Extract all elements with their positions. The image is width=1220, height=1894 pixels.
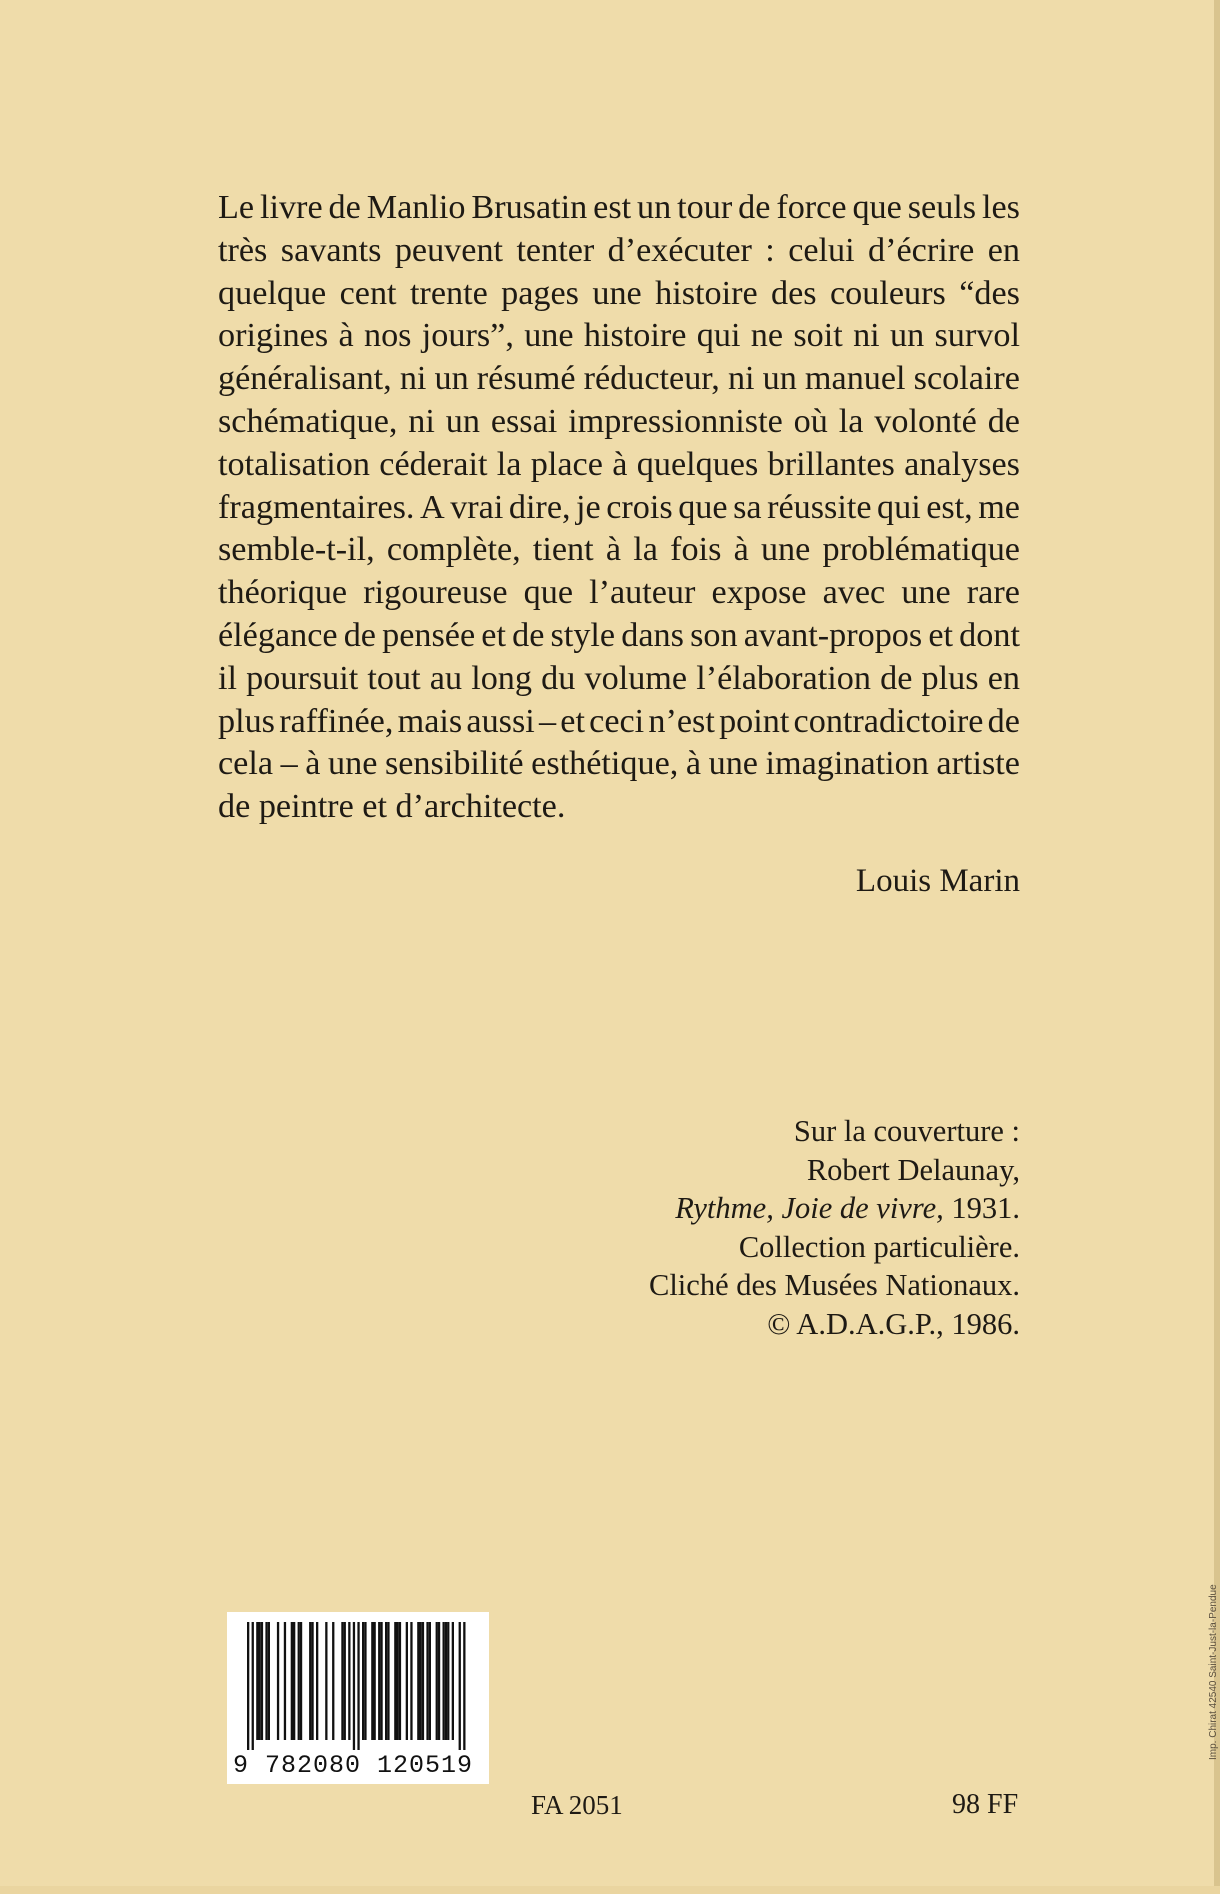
printer-imprint: Imp. Chirat 42540 Saint-Just-la-Pendue — [1208, 1584, 1219, 1760]
barcode-bar — [293, 1622, 295, 1740]
credits-photo: Cliché des Musées Nationaux. — [648, 1268, 1020, 1302]
barcode-bar — [268, 1622, 270, 1740]
blurb-word: schématique, — [218, 402, 398, 440]
barcode-bar — [406, 1622, 408, 1740]
blurb-word: ni — [399, 360, 427, 398]
blurb-word: au — [429, 659, 463, 697]
barcode-bar — [463, 1622, 465, 1750]
barcode-bar — [380, 1622, 382, 1740]
blurb-word: un — [889, 317, 925, 355]
blurb-word: les — [982, 189, 1020, 226]
blurb-word: analyses — [904, 445, 1020, 483]
blurb-word: plus — [218, 702, 275, 740]
blurb-word: sa — [733, 488, 762, 526]
blurb-line — [218, 315, 1020, 358]
blurb-word: – — [280, 745, 298, 783]
blurb-word: la — [633, 531, 658, 569]
blurb-word: trente — [409, 274, 488, 312]
barcode-bar — [417, 1622, 419, 1740]
blurb-word: que — [678, 488, 728, 526]
blurb-word: fragmentaires. — [218, 488, 415, 526]
blurb-word: tient — [532, 531, 594, 569]
blurb-word: que — [852, 189, 902, 226]
blurb-word: pensée — [382, 616, 476, 654]
blurb-line — [218, 529, 1020, 572]
blurb-word: manuel — [804, 360, 906, 398]
barcode-bar — [357, 1622, 359, 1750]
blurb-word: son — [690, 616, 738, 654]
isbn-barcode — [227, 1612, 489, 1784]
blurb-word: aussi — [466, 702, 535, 740]
blurb-word: impressionniste — [568, 402, 783, 440]
credits-artist: Robert Delaunay, — [806, 1152, 1020, 1187]
blurb-word: contradictoire — [793, 702, 984, 740]
blurb-word: complète, — [386, 531, 521, 569]
blurb-word: peuvent — [394, 231, 504, 269]
barcode-bar — [426, 1622, 428, 1740]
blurb-word: volonté — [874, 402, 977, 440]
barcode-bar — [252, 1622, 254, 1750]
blurb-word: peintre — [258, 788, 354, 826]
blurb-word: Le — [218, 189, 255, 226]
barcode-bar — [256, 1622, 258, 1740]
blurb-word: Brusatin — [471, 189, 588, 226]
barcode-bar — [447, 1622, 449, 1740]
barcode-bar — [247, 1622, 249, 1750]
blurb-word: tour — [677, 189, 733, 226]
blurb-word: Manlio — [366, 189, 466, 226]
blurb-word: A — [419, 488, 445, 526]
blurb-author: Louis Marin — [855, 863, 1020, 899]
barcode-bar — [385, 1622, 387, 1740]
blurb-word: de — [218, 788, 251, 826]
blurb-word: tout — [367, 659, 421, 697]
blurb-word: de — [343, 616, 376, 654]
blurb-word: vrai — [450, 488, 504, 526]
blurb-word: à — [338, 317, 354, 355]
credits-artwork-year: 1931. — [943, 1191, 1020, 1225]
barcode-bar — [429, 1622, 431, 1740]
blurb-word: à — [612, 445, 628, 483]
barcode-bar — [422, 1622, 424, 1740]
blurb-word: des — [771, 274, 817, 312]
blurb-word: élégance — [218, 616, 338, 654]
blurb-word: ni — [408, 402, 435, 440]
blurb-word: à — [733, 531, 749, 569]
credits-artwork-title: Rythme, Joie de vivre, — [675, 1191, 944, 1225]
blurb-line — [218, 273, 1020, 316]
barcode-bar — [353, 1622, 355, 1750]
blurb-line — [218, 701, 1020, 744]
blurb-word: me — [978, 488, 1020, 526]
blurb-word: dont — [959, 616, 1020, 654]
blurb-line — [218, 444, 1020, 487]
blurb-word: expose — [711, 574, 807, 612]
barcode-bar — [341, 1622, 343, 1740]
blurb-word: : — [765, 231, 775, 269]
blurb-word: semble-t-il, — [218, 531, 375, 569]
barcode-bar — [443, 1622, 445, 1740]
barcode-bar — [387, 1622, 389, 1740]
blurb-word: origines — [218, 317, 329, 355]
barcode-bar — [348, 1622, 350, 1740]
barcode-bars — [227, 1612, 489, 1752]
blurb-word: réussite — [767, 488, 872, 526]
credits-collection: Collection particulière. — [738, 1229, 1020, 1264]
blurb-word: couleurs — [829, 274, 946, 312]
blurb-word: plus — [921, 659, 979, 697]
barcode-bar — [438, 1622, 440, 1740]
blurb-line — [218, 487, 1020, 530]
barcode-bar — [298, 1622, 300, 1740]
blurb-word: une — [592, 274, 642, 312]
blurb-word: soit — [793, 317, 843, 355]
barcode-bar — [445, 1622, 447, 1740]
blurb-word: céderait — [379, 445, 488, 483]
blurb-word: réducteur, — [583, 360, 720, 398]
blurb-word: et — [362, 788, 387, 826]
blurb-word: d’architecte. — [395, 788, 566, 826]
blurb-word: seuls — [907, 189, 977, 226]
barcode-bar — [344, 1622, 346, 1740]
blurb-word: une — [901, 574, 951, 612]
blurb-word: histoire — [583, 317, 687, 355]
blurb-word: de — [738, 189, 771, 226]
blurb-word: un — [762, 360, 797, 398]
blurb-word: survol — [934, 317, 1020, 355]
blurb-word: qui — [696, 317, 741, 355]
blurb-word: une — [708, 745, 758, 783]
blurb-word: en — [987, 659, 1020, 697]
blurb-word: une — [328, 745, 378, 783]
blurb-word: que — [523, 574, 573, 612]
blurb-word: tenter — [516, 231, 595, 269]
blurb-word: fois — [670, 531, 722, 569]
blurb-line — [218, 230, 1020, 273]
catalog-code: FA 2051 — [531, 1790, 623, 1820]
blurb-word: ni — [727, 360, 755, 398]
blurb-word: force — [776, 189, 847, 226]
blurb-word: de — [880, 659, 913, 697]
blurb-word: la — [496, 445, 522, 483]
blurb-word: sensibilité — [384, 745, 524, 783]
blurb-word: celui — [788, 231, 855, 269]
blurb-word: avant-propos — [743, 616, 923, 654]
blurb-word: raffinée, — [279, 702, 394, 740]
blurb-word: “des — [959, 274, 1020, 312]
barcode-bar — [364, 1622, 366, 1740]
blurb-word: volume — [584, 659, 688, 697]
credits-copyright: © A.D.A.G.P., 1986. — [767, 1306, 1020, 1341]
barcode-bar — [436, 1622, 438, 1740]
blurb-word: qui — [877, 488, 921, 526]
blurb-line — [218, 615, 1020, 658]
blurb-line — [218, 572, 1020, 615]
blurb-word: essai — [490, 402, 558, 440]
barcode-bar — [371, 1622, 373, 1740]
blurb-word: un — [445, 402, 480, 440]
blurb-line — [218, 401, 1020, 444]
blurb-word: très — [218, 231, 268, 269]
blurb-line — [218, 658, 1020, 701]
credits-heading: Sur la couverture : — [793, 1114, 1020, 1148]
blurb-word: de — [987, 702, 1020, 740]
barcode-bar — [378, 1622, 380, 1740]
barcode-bar — [291, 1622, 293, 1740]
blurb-word: jours”, — [421, 317, 514, 355]
barcode-bar — [311, 1622, 313, 1740]
blurb-word: un — [637, 189, 672, 226]
blurb-word: résumé — [476, 360, 576, 398]
blurb-word: en — [987, 231, 1020, 269]
blurb-word: artiste — [936, 745, 1020, 783]
credits-artwork — [649, 1189, 1020, 1228]
blurb-word: avec — [822, 574, 886, 612]
blurb-word: place — [530, 445, 603, 483]
blurb-word: et — [560, 702, 585, 740]
blurb-word: quelques — [636, 445, 759, 483]
blurb-word: dans — [621, 616, 684, 654]
barcode-bar — [420, 1622, 422, 1740]
barcode-bar — [277, 1622, 279, 1740]
blurb-word: quelque — [218, 274, 327, 312]
blurb-word: généralisant, — [218, 360, 392, 398]
barcode-bar — [265, 1622, 267, 1740]
blurb-line — [218, 187, 1020, 230]
blurb-word: crois — [606, 488, 673, 526]
blurb-word: à — [305, 745, 321, 783]
blurb-word: pages — [501, 274, 579, 312]
blurb-word: un — [434, 360, 469, 398]
barcode-bar — [410, 1622, 412, 1740]
blurb-word: à — [685, 745, 702, 783]
blurb-word: cela — [218, 745, 274, 783]
blurb-line — [218, 743, 1020, 786]
blurb-word: long — [471, 659, 532, 697]
barcode-bar — [394, 1622, 396, 1740]
blurb-word: je — [576, 488, 601, 526]
barcode-bar — [259, 1622, 261, 1740]
blurb-word: ni — [853, 317, 880, 355]
blurb-word: une — [760, 531, 811, 569]
barcode-bar — [459, 1622, 461, 1750]
blurb-word: de — [328, 189, 361, 226]
barcode-bar — [261, 1622, 263, 1740]
barcode-bar — [316, 1622, 318, 1740]
blurb-word: nos — [363, 317, 412, 355]
blurb-word: d’écrire — [868, 231, 975, 269]
blurb-word: brillantes — [767, 445, 895, 483]
blurb-word: théorique — [218, 574, 348, 612]
blurb-word: point — [719, 702, 790, 740]
blurb-word: totalisation — [218, 445, 370, 483]
blurb-word: esthétique, — [531, 745, 679, 783]
isbn-number: 9 782080 120519 — [233, 1751, 474, 1780]
barcode-bar — [397, 1622, 399, 1740]
blurb-word: mais — [397, 702, 463, 740]
blurb-word: et — [481, 616, 506, 654]
blurb-word: histoire — [655, 274, 758, 312]
blurb-word: l’élaboration — [696, 659, 871, 697]
blurb-word: à — [605, 531, 622, 569]
blurb-word: ceci — [589, 702, 645, 740]
blurb-word: n’est — [648, 702, 715, 740]
barcode-bar — [332, 1622, 334, 1740]
blurb-line — [218, 786, 1020, 829]
blurb-word: une — [524, 317, 574, 355]
blurb-word: dire, — [508, 488, 571, 526]
cover-bottom-edge — [0, 1886, 1220, 1894]
barcode-bar — [452, 1622, 454, 1740]
blurb-word: de — [987, 402, 1020, 440]
price-label: 98 FF — [952, 1789, 1019, 1820]
blurb-paragraph — [218, 187, 1020, 829]
barcode-bar — [309, 1622, 311, 1740]
blurb-word: ne — [750, 317, 784, 355]
blurb-word: cent — [339, 274, 397, 312]
blurb-word: d’exécuter — [607, 231, 752, 269]
blurb-word: de — [512, 616, 545, 654]
blurb-word: savants — [280, 231, 382, 269]
cover-credits — [649, 1112, 1020, 1343]
blurb-word: – — [538, 702, 557, 740]
blurb-word: et — [928, 616, 954, 654]
barcode-bar — [300, 1622, 302, 1740]
blurb-word: l’auteur — [589, 574, 696, 612]
barcode-bar — [399, 1622, 401, 1740]
blurb-word: rare — [966, 574, 1020, 612]
blurb-word: livre — [259, 189, 323, 226]
blurb-word: style — [550, 616, 616, 654]
barcode-bar — [325, 1622, 327, 1740]
blurb-word: où — [793, 402, 828, 440]
barcode-bar — [362, 1622, 364, 1740]
blurb-word: poursuit — [246, 659, 359, 697]
barcode-bar — [374, 1622, 376, 1740]
blurb-word: est, — [926, 488, 973, 526]
blurb-word: problématique — [822, 531, 1020, 569]
blurb-word: il — [218, 659, 237, 697]
blurb-word: du — [541, 659, 576, 697]
barcode-bar — [284, 1622, 286, 1740]
blurb-word: rigoureuse — [363, 574, 508, 612]
blurb-line — [218, 358, 1020, 401]
blurb-word: la — [838, 402, 864, 440]
blurb-word: scolaire — [913, 360, 1020, 398]
blurb-word: est — [593, 189, 632, 226]
blurb-word: imagination — [765, 745, 929, 783]
